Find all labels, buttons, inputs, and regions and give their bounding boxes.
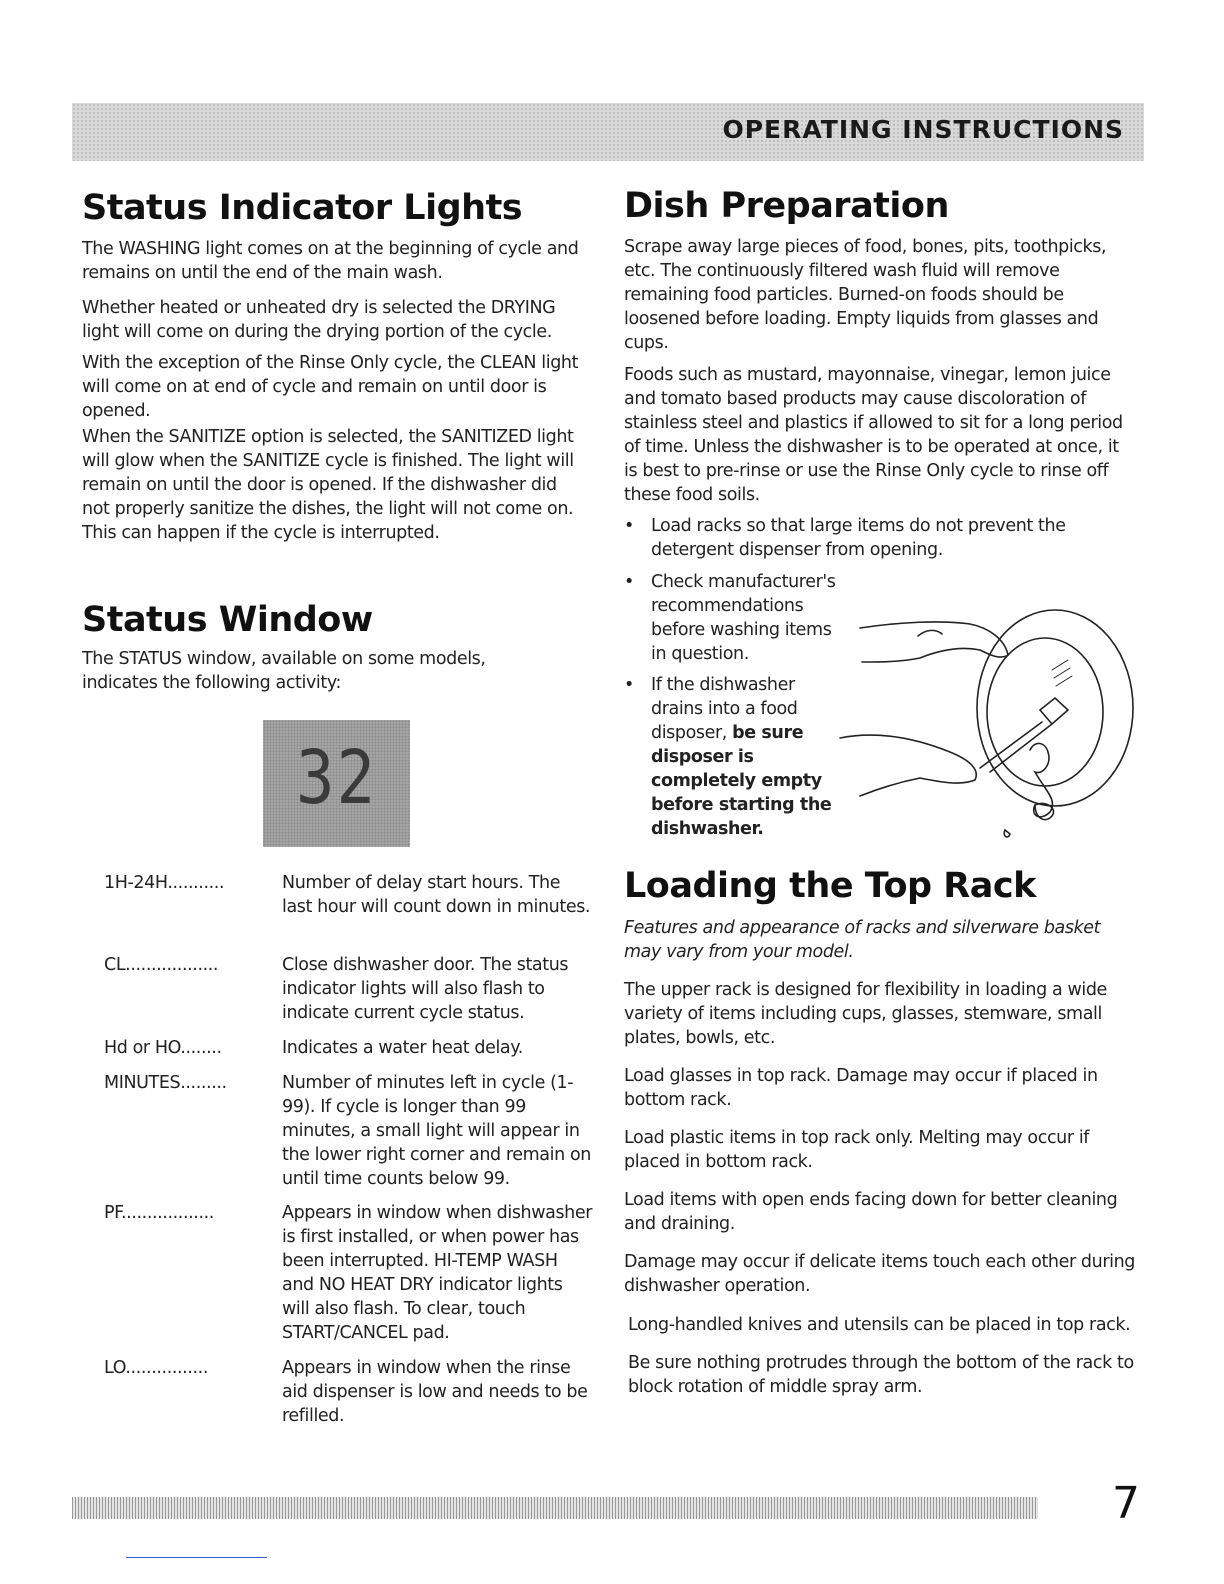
status-lights-paragraph: The WASHING light comes on at the beginning of cycle and remains on until the end of the main wash. (82, 239, 579, 283)
footnote-rule (126, 1557, 267, 1558)
dish-prep-bullet (624, 570, 844, 666)
bullet-dot-icon: • (624, 572, 634, 592)
status-code-definition: Appears in window when the rinse aid dispenser is low and needs to be refilled. (282, 1358, 588, 1426)
dish-prep-bullet (624, 514, 1104, 562)
status-code-definition: Number of delay start hours. The last hour will count down in minutes. (282, 873, 591, 917)
bullet-dot-icon: • (624, 516, 634, 536)
bullet-dot-icon: • (624, 675, 634, 695)
status-lights-paragraph: Whether heated or unheated dry is selected the DRYING light will come on during the drying portion of the cycle. (82, 298, 556, 342)
status-code-term: LO................ (104, 1358, 208, 1378)
top-rack-paragraph: Load glasses in top rack. Damage may occur if placed in bottom rack. (624, 1066, 1098, 1110)
status-code-term: PF.................. (104, 1203, 214, 1223)
top-rack-heading: Loading the Top Rack (624, 866, 1036, 906)
page-number: 7 (1112, 1478, 1140, 1529)
status-code-term: 1H-24H........... (104, 873, 225, 893)
thumb (918, 630, 942, 636)
top-rack-paragraph: The upper rack is designed for flexibility in loading a wide variety of items including cups, glasses, stemware, small plates, bowls, etc. (624, 980, 1107, 1048)
status-window-heading: Status Window (82, 600, 373, 640)
dish-prep-paragraph: Scrape away large pieces of food, bones, pits, toothpicks, etc. The continuously filtered wash fluid will remove remaining food particles. Burned-on foods should be loosened before loading. Empty liquids from glasses and cups. (624, 237, 1107, 353)
top-rack-paragraph: Load plastic items in top rack only. Melting may occur if placed in bottom rack. (624, 1128, 1090, 1172)
section-title: OPERATING INSTRUCTIONS (722, 115, 1124, 144)
hand-bottom (840, 735, 976, 796)
status-display-digits: 32 (295, 736, 378, 822)
status-code-definition: Close dishwasher door. The status indicator lights will also flash to indicate current cycle status. (282, 955, 569, 1023)
plate-scraping-illustration (830, 600, 1140, 850)
dish-prep-bullet (624, 673, 844, 843)
bullet-bold-text: disposer is completely empty before starting the dishwasher. (651, 747, 832, 839)
top-rack-paragraph: Damage may occur if delicate items touch each other during dishwasher operation. (624, 1252, 1135, 1296)
plate-rim (987, 638, 1103, 786)
top-rack-note: Features and appearance of racks and silverware basket may vary from your model. (624, 918, 1101, 962)
header-band (72, 103, 1144, 161)
bullet-text: Load racks so that large items do not prevent the detergent dispenser from opening. (651, 516, 1066, 560)
hand-top (860, 622, 1008, 662)
spatula (980, 698, 1068, 772)
status-code-term: MINUTES......... (104, 1073, 227, 1093)
status-code-term: CL.................. (104, 955, 219, 975)
top-rack-paragraph: Long-handled knives and utensils can be placed in top rack. (628, 1315, 1131, 1335)
status-lights-paragraph: When the SANITIZE option is selected, the SANITIZED light will glow when the SANITIZE cycle is finished. The light will remain on until the door is opened. If the dishwasher did not properly sanitize the dishes, the light will not come on. This can happen if the cycle is interrupted. (82, 427, 574, 543)
status-code-term: Hd or HO........ (104, 1038, 222, 1058)
drip (1004, 830, 1010, 837)
dish-prep-heading: Dish Preparation (624, 186, 949, 226)
status-window-display (263, 720, 410, 847)
status-lights-heading: Status Indicator Lights (82, 188, 523, 228)
status-code-definition: Indicates a water heat delay. (282, 1038, 523, 1058)
top-rack-paragraph: Be sure nothing protrudes through the bottom of the rack to block rotation of middle spray arm. (628, 1353, 1134, 1397)
bullet-text: Check manufacturer's recommendations before washing items in question. (651, 572, 836, 664)
status-code-definition: Number of minutes left in cycle (1-99). If cycle is longer than 99 minutes, a small light will appear in the lower right corner and remain on until time counts below 99. (282, 1073, 591, 1189)
footer-band (72, 1497, 1038, 1519)
status-code-definition: Appears in window when dishwasher is first installed, or when power has been interrupted. HI-TEMP WASH and NO HEAT DRY indicator lights will also flash. To clear, touch START/CANCEL pad. (282, 1203, 593, 1343)
status-window-intro: The STATUS window, available on some models, indicates the following activity: (82, 649, 486, 693)
top-rack-paragraph: Load items with open ends facing down for better cleaning and draining. (624, 1190, 1118, 1234)
status-lights-paragraph: With the exception of the Rinse Only cycle, the CLEAN light will come on at end of cycle and remain on until door is opened. (82, 353, 579, 421)
bullet-bold-text: be sure (732, 723, 804, 743)
glare-mark (1052, 660, 1072, 686)
bullet-text: If the dishwasher drains into a food disposer, (651, 675, 798, 743)
dish-prep-paragraph: Foods such as mustard, mayonnaise, vinegar, lemon juice and tomato based products may cause discoloration of stainless steel and plastics if allowed to sit for a long period of time. Unless the dishwasher is to be operated at once, it is best to pre-rinse or use the Rinse Only cycle to rinse off these food soils. (624, 365, 1123, 505)
